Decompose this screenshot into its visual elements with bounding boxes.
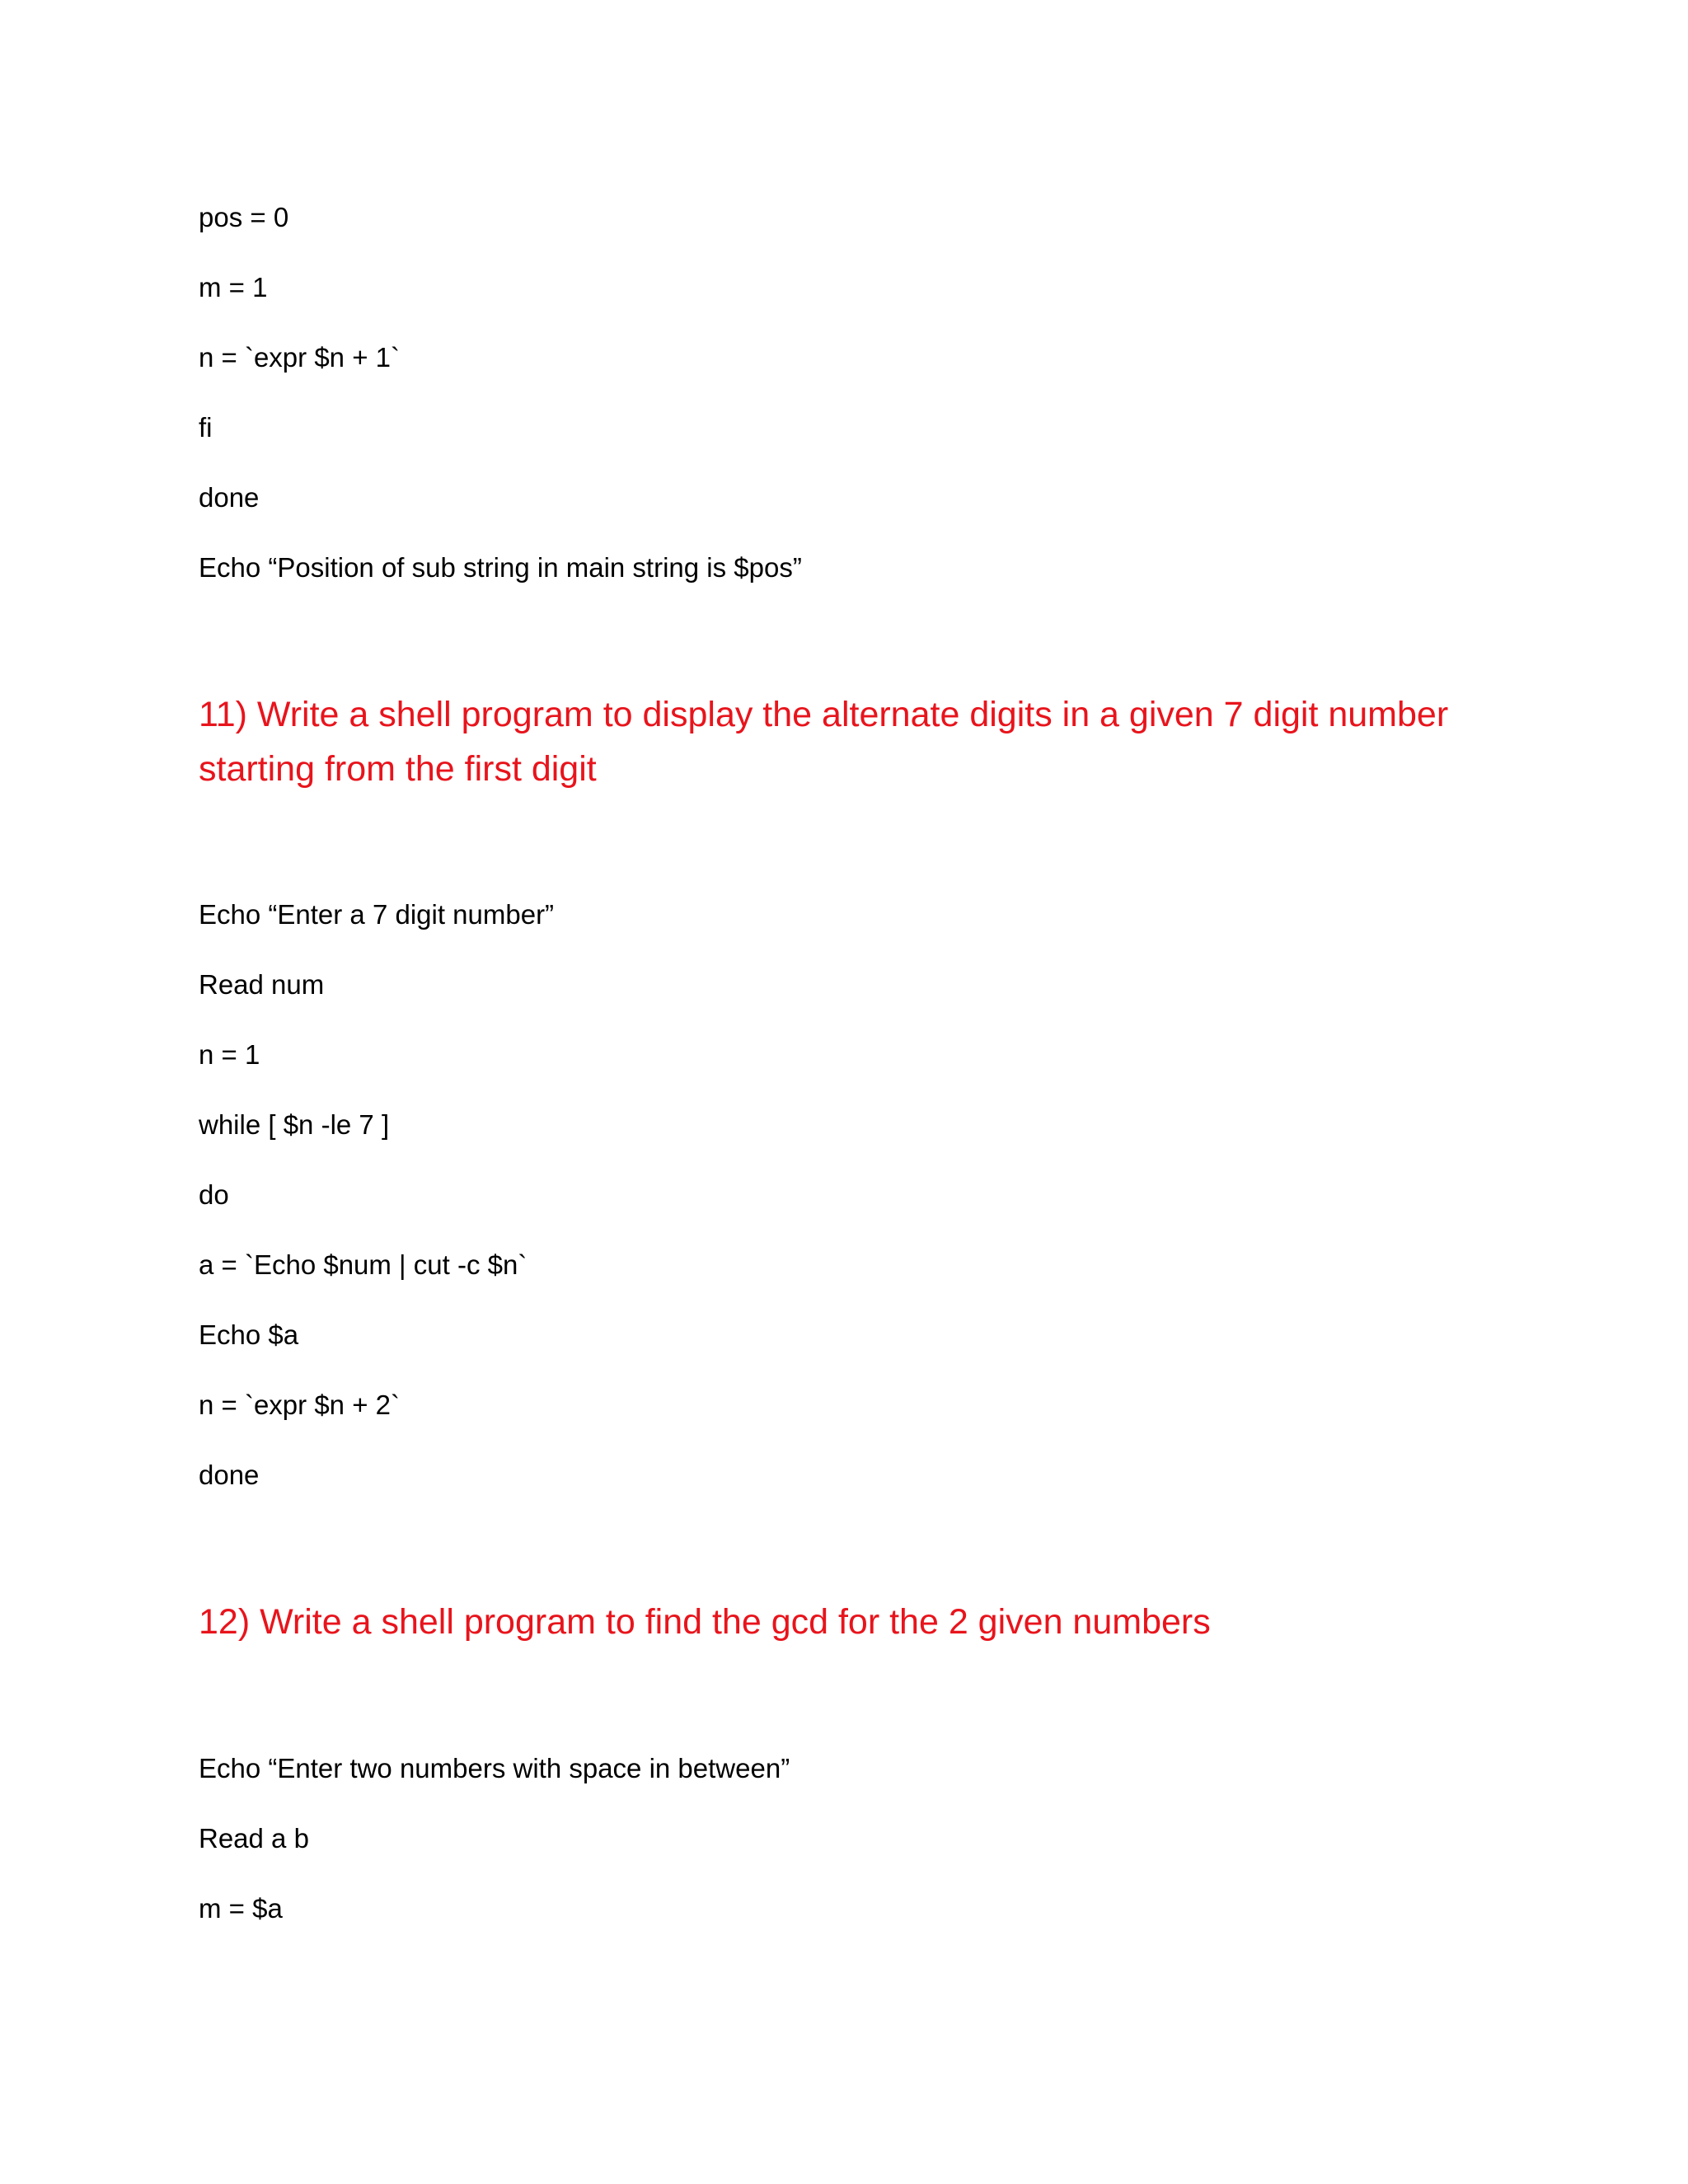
code-line: n = `expr $n + 2` <box>199 1390 400 1420</box>
section-11-heading: 11) Write a shell program to display the alternate digits in a given 7 digit number starting from the first digit <box>199 695 1449 789</box>
code-line: Read a b <box>199 1823 309 1854</box>
code-line: do <box>199 1179 229 1210</box>
code-line: Read num <box>199 969 325 1000</box>
code-line: Echo “Enter a 7 digit number” <box>199 899 555 930</box>
code-line: n = 1 <box>199 1039 260 1070</box>
code-line: pos = 0 <box>199 202 289 232</box>
code-line: Echo “Position of sub string in main string is $pos” <box>199 552 802 583</box>
code-line: m = $a <box>199 1893 283 1924</box>
code-line: a = `Echo $num | cut -c $n` <box>199 1249 528 1280</box>
code-line: Echo “Enter two numbers with space in between” <box>199 1753 790 1783</box>
section-12-heading: 12) Write a shell program to find the gcd for the 2 given numbers <box>199 1602 1211 1642</box>
code-line: m = 1 <box>199 272 268 302</box>
code-line: done <box>199 482 260 513</box>
code-line: n = `expr $n + 1` <box>199 342 400 373</box>
code-line: Echo $a <box>199 1319 299 1350</box>
code-line: fi <box>199 412 213 443</box>
code-line: done <box>199 1460 260 1490</box>
code-line: while [ $n -le 7 ] <box>199 1109 390 1140</box>
